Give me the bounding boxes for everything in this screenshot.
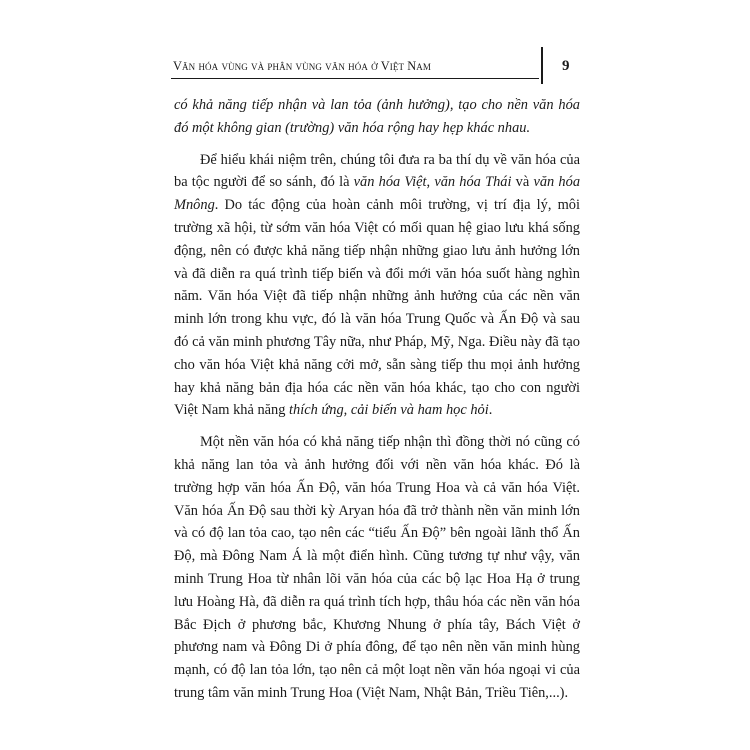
paragraph-1 — [174, 149, 580, 423]
header-vertical-rule — [541, 47, 543, 84]
p1-emph-van-hoa-viet: văn hóa Việt — [353, 174, 427, 191]
running-title: Văn hóa vùng và phân vùng văn hóa ở Việt Nam — [173, 59, 431, 73]
p1-text-c: , — [426, 174, 435, 191]
body-text — [174, 94, 580, 705]
p1-emph-van-hoa-mnong: văn hóa Mnông — [174, 174, 581, 214]
running-head — [171, 56, 539, 79]
p1-text-i: . — [488, 402, 493, 419]
paragraph-continuation: có khả năng tiếp nhận và lan tỏa (ảnh hưởng), tạo cho nền văn hóa đó một không gian (trường) văn hóa rộng hay hẹp khác nhau. — [174, 97, 580, 136]
p1-emph-van-hoa-thai: văn hóa Thái — [434, 174, 512, 191]
page-number: 9 — [562, 58, 570, 74]
p1-text-g: . Do tác động của hoàn cảnh môi trường, vị trí địa lý, môi trường xã hội, từ sớm văn hóa Việt có mối quan hệ giao lưu khá sống động, nên có được khả năng tiếp nhận những giao lưu ảnh hưởng lớn và đã diễn ra quá trình tiếp biến và đổi mới văn hóa suốt hàng nghìn năm. Văn hóa Việt đã tiếp nhận những ảnh hưởng của các nền văn minh lớn trong khu vực, đó là văn hóa Trung Quốc và Ấn Độ và sau đó cả văn minh phương Tây nữa, như Pháp, Mỹ, Nga. Điều này đã tạo cho văn hóa Việt khả năng cởi mở, sẵn sàng tiếp thu mọi ảnh hưởng hay khả năng bản địa hóa các nền văn hóa khác, tạo cho con người Việt Nam khả năng — [174, 197, 580, 419]
paragraph-2: Một nền văn hóa có khả năng tiếp nhận thì đồng thời nó cũng có khả năng lan tỏa và ảnh hưởng đối với nền văn hóa khác. Đó là trường hợp văn hóa Ấn Độ, văn hóa Trung Hoa và cả văn hóa Việt. Văn hóa Ấn Độ sau thời kỳ Aryan hóa đã trở thành nền văn minh lớn và có độ lan tỏa cao, tạo nên các “tiểu Ấn Độ” bên ngoài lãnh thổ Ấn Độ, mà Đông Nam Á là một điển hình. Cũng tương tự như vậy, văn minh Trung Hoa từ nhân lõi văn hóa của các bộ lạc Hoa Hạ ở trung lưu Hoàng Hà, đã diễn ra quá trình tích hợp, thâu hóa các nền văn hóa Bắc Địch ở phương bắc, Khương Nhung ở phía tây, Bách Việt ở phương nam và Đông Di ở phía đông, để tạo nên nền văn minh hùng mạnh, có độ lan tỏa lớn, tạo nên cả một loạt nền văn hóa ngoại vi của trung tâm văn minh Trung Hoa (Việt Nam, Nhật Bản, Triều Tiên,...). — [174, 434, 580, 701]
p1-text-e: và — [511, 174, 534, 191]
p1-emph-thich-ung: thích ứng, cải biến và ham học hỏi — [289, 402, 489, 419]
p1-text-a: Để hiểu khái niệm trên, chúng tôi đưa ra ba thí dụ về văn hóa của ba tộc người để so sánh, đó là — [174, 151, 580, 191]
